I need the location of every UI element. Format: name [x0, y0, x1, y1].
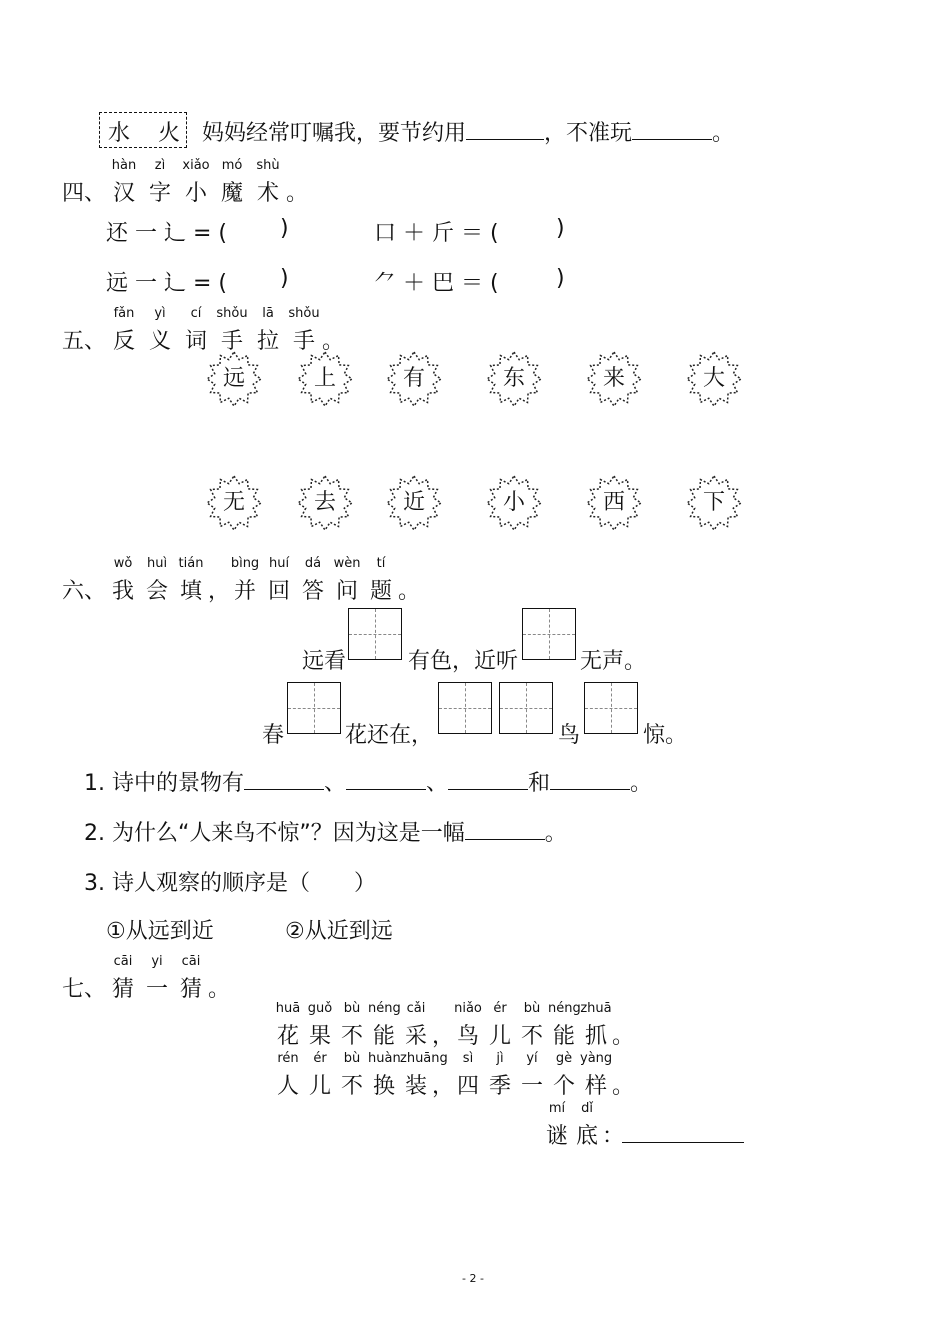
- question-1: [84, 766, 652, 797]
- pinyin: néng: [548, 1001, 581, 1016]
- antonym-star-badge[interactable]: [206, 351, 262, 407]
- hanzi: 果: [308, 1024, 331, 1049]
- answer-blank[interactable]: [550, 771, 630, 790]
- pinyin-char: [612, 1019, 635, 1050]
- line0-text-b: ，不准玩: [544, 121, 633, 146]
- pinyin: sì: [462, 1051, 474, 1066]
- sec4-row1-left-close: ): [280, 216, 289, 241]
- antonym-char: 有: [402, 366, 425, 391]
- antonym-star-badge[interactable]: [586, 475, 642, 531]
- hanzi: 儿: [308, 1074, 331, 1099]
- tian-grid-box[interactable]: [522, 608, 576, 660]
- pinyin-char: [106, 158, 142, 207]
- antonym-star-badge[interactable]: [206, 475, 262, 531]
- riddle-line-1: [272, 1001, 635, 1050]
- antonym-char: 远: [222, 366, 245, 391]
- pinyin-char: [208, 574, 231, 605]
- hanzi: 义: [149, 329, 172, 354]
- pinyin-char: [106, 306, 142, 355]
- hanzi: 小: [185, 181, 208, 206]
- pinyin: lā: [262, 306, 274, 321]
- answer-blank[interactable]: [244, 771, 324, 790]
- antonym-char: 西: [602, 490, 625, 515]
- riddle-answer: [542, 1101, 744, 1150]
- tian-grid-box[interactable]: [348, 608, 402, 660]
- pinyin-char: [612, 1069, 635, 1100]
- pinyin: mó: [221, 158, 243, 173]
- hanzi: 反: [113, 329, 136, 354]
- poem1-a: 远看: [302, 649, 347, 674]
- answer-blank[interactable]: [346, 771, 426, 790]
- pinyin: huàn: [368, 1051, 401, 1066]
- hanzi: 不: [520, 1024, 543, 1049]
- pinyin: bìng: [230, 556, 260, 571]
- pinyin-char: [548, 1001, 581, 1050]
- pinyin: xiǎo: [182, 158, 210, 173]
- pinyin-char: [272, 1051, 304, 1100]
- antonym-star-badge[interactable]: [486, 351, 542, 407]
- pinyin: shù: [256, 158, 280, 173]
- word-choice-fire: 火: [158, 121, 181, 146]
- hanzi: 人: [276, 1074, 299, 1099]
- pinyin: gè: [555, 1051, 573, 1066]
- hanzi: 手: [221, 329, 244, 354]
- section-7-heading: [62, 954, 231, 1003]
- line0-text-c: 。: [712, 121, 735, 146]
- pinyin: huā: [275, 1001, 301, 1016]
- pinyin-char: [400, 1051, 448, 1100]
- sec4-row1-right-close: ): [556, 216, 565, 241]
- antonym-char: 小: [502, 490, 525, 515]
- hanzi: 。: [612, 1074, 635, 1099]
- pinyin: ér: [493, 1001, 507, 1016]
- pinyin-char: [602, 1119, 625, 1150]
- pinyin-char: [262, 556, 296, 605]
- word-choice-water: 水: [108, 121, 131, 146]
- pinyin-char: [432, 1019, 455, 1050]
- hanzi: 术: [257, 181, 280, 206]
- hanzi: 鸟: [456, 1024, 479, 1049]
- antonym-char: 近: [402, 490, 425, 515]
- sec4-row1-right: 口 ＋ 斤 ＝ (: [374, 221, 499, 246]
- poem1-b: 有色，近听: [408, 649, 519, 674]
- heading-end: 。: [286, 181, 309, 206]
- antonym-char: 大: [702, 366, 725, 391]
- hanzi: 装: [404, 1074, 427, 1099]
- question-2-text: 2. 为什么“人来鸟不惊”？因为这是一幅: [84, 821, 465, 846]
- antonym-star-badge[interactable]: [297, 475, 353, 531]
- antonym-char: 下: [702, 490, 725, 515]
- pinyin: cāi: [181, 954, 201, 969]
- riddle-line-2: [272, 1051, 635, 1100]
- antonym-char: 东: [502, 366, 525, 391]
- hanzi: 字: [149, 181, 172, 206]
- answer-blank[interactable]: [632, 121, 712, 140]
- hanzi: 一: [146, 977, 169, 1002]
- pinyin: bù: [523, 1001, 541, 1016]
- hanzi: 不: [340, 1074, 363, 1099]
- pinyin-char: [400, 1001, 432, 1050]
- pinyin-char: [174, 954, 208, 1003]
- pinyin: fǎn: [113, 306, 135, 321]
- pinyin-char: [178, 158, 214, 207]
- hanzi: 回: [268, 579, 291, 604]
- hanzi: 猜: [112, 977, 135, 1002]
- poem1-c: 无声。: [580, 649, 647, 674]
- pinyin-char: [304, 1051, 336, 1100]
- sec4-row2-left-close: ): [280, 266, 289, 291]
- pinyin-char: [364, 556, 398, 605]
- antonym-star-badge[interactable]: [297, 351, 353, 407]
- tian-grid-box[interactable]: [287, 682, 341, 734]
- pinyin-char: [304, 1001, 336, 1050]
- pinyin-char: [250, 158, 286, 207]
- hanzi: 采: [404, 1024, 427, 1049]
- pinyin-char: [516, 1001, 548, 1050]
- hanzi: 能: [372, 1024, 395, 1049]
- sec4-row2-right-close: ): [556, 266, 565, 291]
- line0-sentence: [202, 116, 734, 147]
- hanzi: 样: [584, 1074, 607, 1099]
- antonym-star-badge[interactable]: [686, 351, 742, 407]
- pinyin-char: [106, 556, 140, 605]
- pinyin: rén: [277, 1051, 299, 1066]
- poem2-c: 鸟: [558, 723, 581, 748]
- pinyin-char: [140, 954, 174, 1003]
- antonym-char: 上: [313, 366, 336, 391]
- pinyin: hàn: [111, 158, 137, 173]
- question-end: 。: [630, 771, 653, 796]
- pinyin: yí: [526, 1051, 538, 1066]
- poem2-d: 惊。: [643, 723, 688, 748]
- pinyin: mí: [548, 1101, 566, 1116]
- pinyin-char: [214, 158, 250, 207]
- pinyin: jì: [496, 1051, 504, 1066]
- pinyin: cí: [190, 306, 202, 321]
- separator: 、: [426, 771, 449, 796]
- pinyin: yàng: [580, 1051, 613, 1066]
- sec4-row2-left: 远 一 辶 = (: [106, 271, 227, 296]
- hanzi: 猜: [180, 977, 203, 1002]
- hanzi: 魔: [221, 181, 244, 206]
- hanzi: 填: [180, 579, 203, 604]
- section-number: 六、: [62, 579, 107, 604]
- conjunction: 和: [528, 771, 551, 796]
- pinyin-char: [228, 556, 262, 605]
- antonym-char: 去: [313, 490, 336, 515]
- antonym-star-badge[interactable]: [686, 475, 742, 531]
- hanzi: 手: [293, 329, 316, 354]
- hanzi: 季: [488, 1074, 511, 1099]
- antonym-star-badge[interactable]: [586, 351, 642, 407]
- hanzi: 底: [575, 1124, 598, 1149]
- pinyin-char: [142, 158, 178, 207]
- pinyin-char: [368, 1051, 401, 1100]
- hanzi: 并: [234, 579, 257, 604]
- pinyin-char: [296, 556, 330, 605]
- hanzi: 儿: [488, 1024, 511, 1049]
- hanzi: 汉: [113, 181, 136, 206]
- page-number: - 2 -: [462, 1272, 484, 1285]
- pinyin-char: [174, 556, 208, 605]
- answer-blank[interactable]: [465, 821, 545, 840]
- pinyin-char: [484, 1051, 516, 1100]
- hanzi: 能: [552, 1024, 575, 1049]
- pinyin-char: [336, 1001, 368, 1050]
- antonym-star-badge[interactable]: [386, 351, 442, 407]
- section-number: 七、: [62, 977, 107, 1002]
- pinyin: ér: [313, 1051, 327, 1066]
- pinyin-char: [572, 1101, 602, 1150]
- poem2-b: 花还在，: [345, 723, 434, 748]
- hanzi: 答: [302, 579, 325, 604]
- hanzi: 会: [146, 579, 169, 604]
- heading-end: 。: [208, 977, 231, 1002]
- pinyin: zhuā: [580, 1001, 612, 1016]
- pinyin-char: [580, 1051, 613, 1100]
- pinyin: yi: [151, 954, 163, 969]
- tian-grid-box[interactable]: [584, 682, 638, 734]
- section-number: 四、: [62, 181, 107, 206]
- pinyin-char: [140, 556, 174, 605]
- pinyin-char: [580, 1001, 612, 1050]
- hanzi: 拉: [257, 329, 280, 354]
- question-1-text: 1. 诗中的景物有: [84, 771, 244, 796]
- poem2-a: 春: [262, 723, 285, 748]
- hanzi: 个: [552, 1074, 575, 1099]
- pinyin: tí: [376, 556, 386, 571]
- option-2[interactable]: ②从近到远: [285, 919, 393, 944]
- antonym-star-badge[interactable]: [486, 475, 542, 531]
- question-2: [84, 816, 567, 847]
- pinyin-char: [432, 1069, 455, 1100]
- antonym-char: 无: [222, 490, 245, 515]
- tian-grid-box[interactable]: [499, 682, 553, 734]
- hanzi: ，: [432, 1024, 455, 1049]
- hanzi: 四: [456, 1074, 479, 1099]
- pinyin: wǒ: [113, 556, 133, 571]
- answer-blank[interactable]: [622, 1124, 744, 1143]
- heading-end: 。: [322, 329, 345, 354]
- pinyin-char: [368, 1001, 401, 1050]
- pinyin-char: [330, 556, 364, 605]
- pinyin-char: [106, 954, 140, 1003]
- antonym-char: 来: [602, 366, 625, 391]
- pinyin-char: [452, 1051, 484, 1100]
- section-6-heading: [62, 556, 421, 605]
- pinyin: dǐ: [581, 1101, 593, 1116]
- pinyin: bù: [343, 1051, 361, 1066]
- pinyin: tián: [178, 556, 204, 571]
- pinyin: dá: [304, 556, 322, 571]
- pinyin: shǒu: [288, 306, 320, 321]
- pinyin: zì: [154, 158, 166, 173]
- pinyin: zhuāng: [400, 1051, 448, 1066]
- section-number: 五、: [62, 329, 107, 354]
- pinyin-char: [452, 1001, 484, 1050]
- antonym-star-badge[interactable]: [386, 475, 442, 531]
- pinyin: cǎi: [406, 1001, 426, 1016]
- pinyin-char: [542, 1101, 572, 1150]
- hanzi: 。: [612, 1024, 635, 1049]
- pinyin: guǒ: [307, 1001, 333, 1016]
- pinyin: néng: [368, 1001, 401, 1016]
- sec4-row2-right: ⺈ ＋ 巴 ＝ (: [374, 271, 499, 296]
- heading-end: 。: [398, 579, 421, 604]
- pinyin-char: [142, 306, 178, 355]
- hanzi: 花: [276, 1024, 299, 1049]
- pinyin: cāi: [113, 954, 133, 969]
- pinyin-char: [516, 1051, 548, 1100]
- pinyin: huí: [268, 556, 290, 571]
- hanzi: 换: [372, 1074, 395, 1099]
- hanzi: 谜: [545, 1124, 568, 1149]
- hanzi: 问: [336, 579, 359, 604]
- pinyin: wèn: [333, 556, 361, 571]
- line0-text-a: 妈妈经常叮嘱我，要节约用: [202, 121, 467, 146]
- pinyin: bù: [343, 1001, 361, 1016]
- hanzi: 词: [185, 329, 208, 354]
- pinyin: yì: [154, 306, 166, 321]
- sec4-row1-left: 还 一 辶 = (: [106, 221, 227, 246]
- hanzi: ，: [208, 579, 231, 604]
- hanzi: 抓: [584, 1024, 607, 1049]
- hanzi: 不: [340, 1024, 363, 1049]
- separator: 、: [323, 771, 346, 796]
- pinyin-char: [484, 1001, 516, 1050]
- hanzi: 题: [370, 579, 393, 604]
- answer-blank[interactable]: [448, 771, 528, 790]
- hanzi: 我: [112, 579, 135, 604]
- pinyin-char: [548, 1051, 580, 1100]
- pinyin: niǎo: [454, 1001, 482, 1016]
- hanzi: 一: [520, 1074, 543, 1099]
- question-end: 。: [544, 821, 567, 846]
- pinyin-char: [336, 1051, 368, 1100]
- hanzi: ：: [602, 1124, 625, 1149]
- section-4-heading: [62, 158, 309, 207]
- answer-blank[interactable]: [466, 121, 544, 140]
- question-3: 3. 诗人观察的顺序是（ ）: [84, 871, 376, 896]
- hanzi: ，: [432, 1074, 455, 1099]
- pinyin-char: [272, 1001, 304, 1050]
- pinyin: shǒu: [216, 306, 248, 321]
- pinyin: huì: [146, 556, 168, 571]
- option-1[interactable]: ①从远到近: [106, 919, 214, 944]
- tian-grid-box[interactable]: [438, 682, 492, 734]
